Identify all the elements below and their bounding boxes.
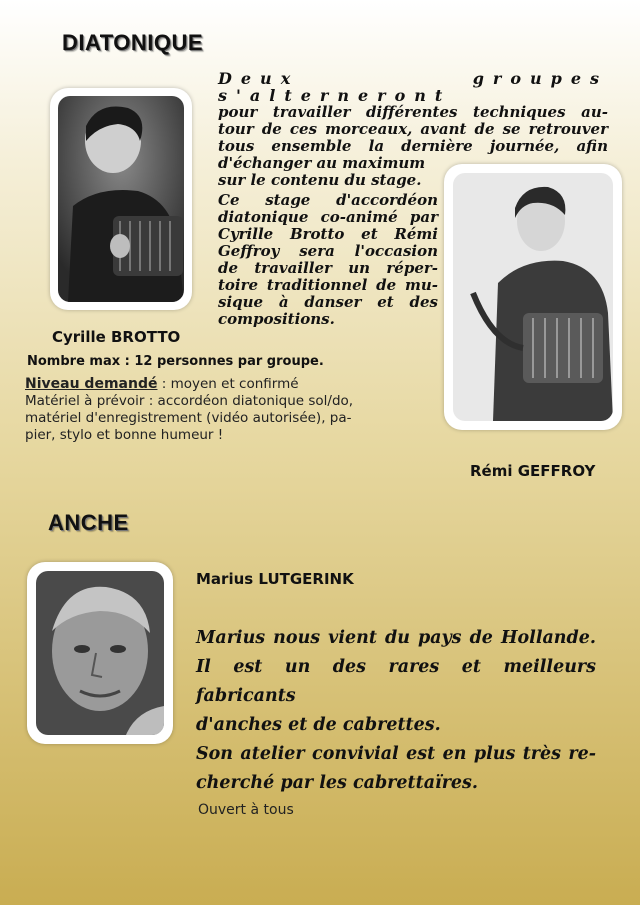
marius-photo (36, 571, 164, 735)
intro-line: pour travailler différentes techniques au- (218, 103, 608, 121)
level-label: Niveau demandé (25, 376, 158, 392)
material-line: Matériel à prévoir : accordéon diatonique sol/do, (25, 393, 354, 409)
cyrille-photo-image (58, 96, 184, 302)
open-to-all: Ouvert à tous (198, 802, 294, 818)
desc-line: sique à danser et des (218, 293, 438, 311)
marius-photo-image (36, 571, 164, 735)
level-value: : moyen et confirmé (157, 376, 299, 392)
remi-name: Rémi GEFFROY (470, 462, 596, 480)
desc-line: de travailler un réper- (218, 259, 438, 277)
cyrille-photo-frame (50, 88, 192, 310)
desc-line: diatonique co-animé par (218, 208, 438, 226)
desc-line: Ce stage d'accordéon (218, 191, 438, 209)
anche-line: cherché par les cabrettaïres. (196, 773, 478, 793)
anche-line: Son atelier convivial est en plus très re- (196, 744, 596, 764)
cyrille-name: Cyrille BROTTO (52, 328, 181, 346)
intro-line: sur le contenu du stage. (218, 171, 422, 189)
cyrille-photo (58, 96, 184, 302)
max-people: Nombre max : 12 personnes par groupe. (27, 354, 324, 369)
practical-info (25, 376, 445, 444)
diatonique-heading: DIATONIQUE (62, 30, 204, 55)
material-line: pier, stylo et bonne humeur ! (25, 427, 224, 443)
level-line (25, 376, 445, 393)
anche-line: Marius nous vient du pays de Hollande. (196, 628, 596, 648)
desc-line: compositions. (218, 310, 335, 328)
material-line: matériel d'enregistrement (vidéo autorisée), pa- (25, 410, 352, 426)
remi-photo (453, 173, 613, 421)
marius-name: Marius LUTGERINK (196, 570, 354, 588)
anche-heading: ANCHE (48, 510, 129, 535)
anche-description (196, 624, 596, 798)
anche-line: d'anches et de cabrettes. (196, 715, 441, 735)
desc-line: Cyrille Brotto et Rémi (218, 225, 438, 243)
marius-photo-frame (27, 562, 173, 744)
diatonique-description (218, 192, 438, 328)
desc-line: toire traditionnel de mu- (218, 276, 438, 294)
intro-line: tous ensemble la dernière journée, afin (218, 137, 608, 155)
remi-photo-frame (444, 164, 622, 430)
intro-line: d'échanger au maximum (218, 154, 426, 172)
anche-line: Il est un des rares et meilleurs fabricants (196, 657, 596, 706)
intro-line: Deux groupes s'alterneront (218, 69, 608, 105)
remi-photo-image (453, 173, 613, 421)
intro-line: tour de ces morceaux, avant de se retrouver (218, 120, 608, 138)
desc-line: Geffroy sera l'occasion (218, 242, 438, 260)
